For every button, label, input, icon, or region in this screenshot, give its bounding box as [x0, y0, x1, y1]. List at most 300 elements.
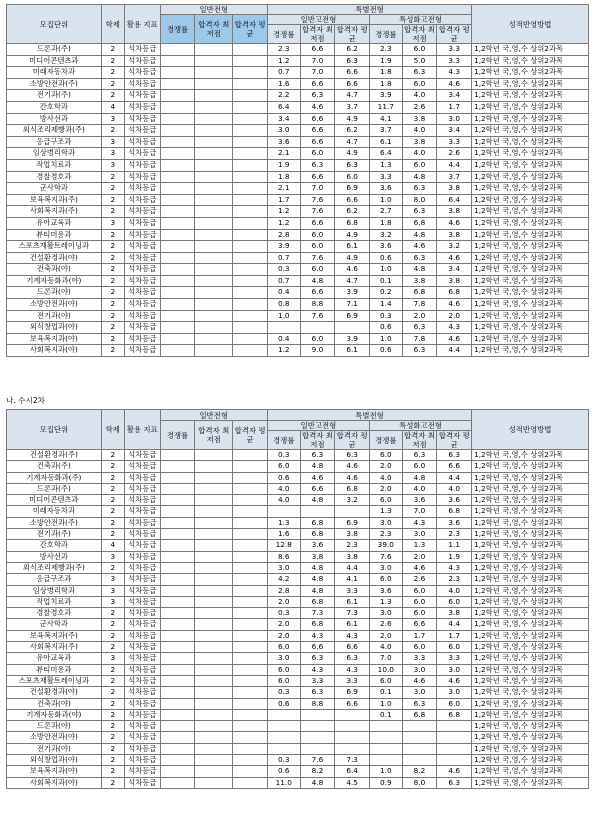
- cell-gs-min: 6.0: [300, 148, 335, 160]
- cell-indicator: 석차등급: [124, 540, 160, 551]
- cell-indicator: 석차등급: [124, 743, 160, 754]
- cell-method: 1,2학년 국,영,수 상위2과목: [472, 67, 589, 79]
- cell-general-competition: [160, 664, 195, 675]
- cell-credit: 2: [101, 608, 124, 619]
- cell-ss-min: 6.6: [402, 619, 437, 630]
- cell-ss-min: 4.8: [402, 472, 437, 483]
- cell-gs-min: 7.6: [300, 310, 335, 322]
- cell-credit: 2: [101, 777, 124, 788]
- cell-indicator: 석차등급: [124, 562, 160, 573]
- cell-ss-avg: 4.0: [437, 585, 472, 596]
- cell-gs-competition: 6.0: [267, 675, 300, 686]
- cell-method: 1,2학년 국,영,수 상위2과목: [472, 159, 589, 171]
- cell-method: 1,2학년 국,영,수 상위2과목: [472, 630, 589, 641]
- cell-general-competition: [160, 159, 195, 171]
- cell-gs-competition: 2.3: [267, 44, 300, 56]
- cell-gs-competition: [267, 322, 300, 334]
- cell-general-avg: [233, 777, 268, 788]
- cell-ss-min: 4.8: [402, 264, 437, 276]
- cell-unit: 드론과(주): [7, 44, 102, 56]
- table-row: [7, 608, 589, 619]
- cell-gs-min: 3.6: [300, 540, 335, 551]
- cell-general-min: [195, 766, 233, 777]
- cell-general-avg: [233, 540, 268, 551]
- cell-general-competition: [160, 90, 195, 102]
- cell-unit: 드론과(야): [7, 721, 102, 732]
- cell-general-min: [195, 125, 233, 137]
- cell-gs-competition: 1.2: [267, 206, 300, 218]
- cell-ss-min: 6.8: [402, 217, 437, 229]
- cell-gs-min: 8.2: [300, 766, 335, 777]
- header-ss-competition: 경쟁률: [370, 431, 403, 450]
- table-row: [7, 585, 589, 596]
- cell-credit: 2: [101, 252, 124, 264]
- cell-gs-min: 3.3: [300, 675, 335, 686]
- cell-unit: 건축과(야): [7, 698, 102, 709]
- cell-unit: 군사학과: [7, 183, 102, 195]
- cell-general-min: [195, 472, 233, 483]
- cell-method: 1,2학년 국,영,수 상위2과목: [472, 766, 589, 777]
- cell-method: 1,2학년 국,영,수 상위2과목: [472, 217, 589, 229]
- cell-ss-min: 6.0: [402, 596, 437, 607]
- cell-gs-competition: [267, 743, 300, 754]
- cell-credit: 2: [101, 506, 124, 517]
- table-row: [7, 264, 589, 276]
- cell-gs-min: [300, 506, 335, 517]
- cell-credit: 2: [101, 698, 124, 709]
- cell-indicator: 석차등급: [124, 483, 160, 494]
- cell-ss-avg: 4.0: [437, 483, 472, 494]
- cell-ss-competition: 6.1: [370, 136, 403, 148]
- cell-gs-competition: 0.8: [267, 299, 300, 311]
- cell-method: 1,2학년 국,영,수 상위2과목: [472, 44, 589, 56]
- cell-general-min: [195, 777, 233, 788]
- cell-method: 1,2학년 국,영,수 상위2과목: [472, 252, 589, 264]
- cell-general-min: [195, 461, 233, 472]
- table-row: [7, 506, 589, 517]
- cell-gs-avg: 4.7: [335, 90, 370, 102]
- cell-general-min: [195, 44, 233, 56]
- cell-gs-min: 6.6: [300, 171, 335, 183]
- cell-credit: 3: [101, 596, 124, 607]
- cell-ss-min: 4.0: [402, 483, 437, 494]
- cell-general-avg: [233, 551, 268, 562]
- cell-gs-competition: [267, 709, 300, 720]
- cell-gs-min: 7.6: [300, 755, 335, 766]
- cell-credit: 2: [101, 495, 124, 506]
- cell-indicator: 석차등급: [124, 574, 160, 585]
- cell-gs-avg: 4.1: [335, 574, 370, 585]
- cell-general-competition: [160, 766, 195, 777]
- cell-ss-competition: [370, 732, 403, 743]
- cell-general-competition: [160, 709, 195, 720]
- cell-general-avg: [233, 252, 268, 264]
- cell-ss-competition: 0.1: [370, 709, 403, 720]
- cell-indicator: 석차등급: [124, 217, 160, 229]
- cell-unit: 건축과(야): [7, 264, 102, 276]
- cell-indicator: 석차등급: [124, 55, 160, 67]
- cell-unit: 경찰경호과: [7, 171, 102, 183]
- cell-general-min: [195, 229, 233, 241]
- cell-gs-avg: 6.3: [335, 653, 370, 664]
- cell-ss-competition: 2.0: [370, 630, 403, 641]
- cell-unit: 군사학과: [7, 619, 102, 630]
- cell-ss-competition: 1.0: [370, 766, 403, 777]
- cell-gs-min: 6.6: [300, 136, 335, 148]
- cell-general-avg: [233, 687, 268, 698]
- cell-ss-min: 6.3: [402, 206, 437, 218]
- cell-gs-avg: 4.3: [335, 664, 370, 675]
- cell-general-competition: [160, 461, 195, 472]
- cell-ss-min: 4.6: [402, 562, 437, 573]
- cell-general-competition: [160, 252, 195, 264]
- cell-credit: 3: [101, 653, 124, 664]
- cell-gs-avg: 6.3: [335, 159, 370, 171]
- cell-ss-avg: 4.4: [437, 472, 472, 483]
- cell-general-avg: [233, 101, 268, 113]
- cell-gs-avg: 6.9: [335, 687, 370, 698]
- cell-unit: 드론과(주): [7, 483, 102, 494]
- cell-general-min: [195, 90, 233, 102]
- cell-ss-competition: 3.7: [370, 125, 403, 137]
- cell-method: 1,2학년 국,영,수 상위2과목: [472, 608, 589, 619]
- cell-credit: 2: [101, 183, 124, 195]
- cell-ss-competition: 6.0: [370, 450, 403, 461]
- cell-general-avg: [233, 241, 268, 253]
- cell-general-avg: [233, 78, 268, 90]
- cell-ss-competition: 1.8: [370, 78, 403, 90]
- cell-gs-avg: [335, 732, 370, 743]
- cell-indicator: 석차등급: [124, 90, 160, 102]
- cell-gs-min: 4.8: [300, 275, 335, 287]
- cell-gs-avg: 3.2: [335, 495, 370, 506]
- cell-general-avg: [233, 585, 268, 596]
- cell-ss-competition: 0.6: [370, 322, 403, 334]
- header-ss-min: 합격자 최저점: [404, 431, 435, 449]
- cell-gs-avg: 4.9: [335, 252, 370, 264]
- cell-method: 1,2학년 국,영,수 상위2과목: [472, 574, 589, 585]
- cell-credit: 2: [101, 721, 124, 732]
- cell-gs-avg: 7.3: [335, 755, 370, 766]
- cell-ss-min: [402, 743, 437, 754]
- cell-general-competition: [160, 333, 195, 345]
- cell-gs-avg: 6.1: [335, 596, 370, 607]
- cell-method: 1,2학년 국,영,수 상위2과목: [472, 287, 589, 299]
- cell-ss-min: 2.0: [402, 310, 437, 322]
- table-row: [7, 287, 589, 299]
- cell-gs-min: 7.6: [300, 252, 335, 264]
- cell-gs-avg: 6.0: [335, 171, 370, 183]
- cell-indicator: 석차등급: [124, 333, 160, 345]
- cell-method: 1,2학년 국,영,수 상위2과목: [472, 461, 589, 472]
- cell-gs-avg: [335, 709, 370, 720]
- cell-unit: 방사선과: [7, 551, 102, 562]
- table-row: [7, 529, 589, 540]
- cell-general-min: [195, 506, 233, 517]
- cell-indicator: 석차등급: [124, 766, 160, 777]
- cell-ss-avg: 2.6: [437, 148, 472, 160]
- cell-unit: 건설환경과(야): [7, 687, 102, 698]
- cell-general-competition: [160, 755, 195, 766]
- section-title: 나. 수시2차: [6, 396, 46, 405]
- cell-gs-min: [300, 709, 335, 720]
- cell-general-competition: [160, 78, 195, 90]
- cell-gs-avg: 6.2: [335, 206, 370, 218]
- cell-gs-avg: [335, 721, 370, 732]
- cell-unit: 기계자동화과(주): [7, 472, 102, 483]
- cell-general-avg: [233, 450, 268, 461]
- cell-ss-competition: 0.1: [370, 687, 403, 698]
- cell-ss-competition: 0.6: [370, 252, 403, 264]
- cell-general-min: [195, 171, 233, 183]
- cell-general-min: [195, 275, 233, 287]
- cell-gs-min: 6.0: [300, 264, 335, 276]
- cell-general-avg: [233, 345, 268, 357]
- cell-gs-min: [300, 721, 335, 732]
- cell-ss-competition: 1.3: [370, 596, 403, 607]
- cell-gs-competition: [267, 732, 300, 743]
- cell-general-competition: [160, 450, 195, 461]
- cell-general-avg: [233, 675, 268, 686]
- cell-method: 1,2학년 국,영,수 상위2과목: [472, 619, 589, 630]
- cell-ss-avg: 1.9: [437, 551, 472, 562]
- cell-general-avg: [233, 136, 268, 148]
- cell-general-competition: [160, 495, 195, 506]
- header-gs-min: 합격자 최저점: [301, 431, 333, 449]
- cell-general-avg: [233, 275, 268, 287]
- cell-indicator: 석차등급: [124, 698, 160, 709]
- cell-ss-avg: 2.3: [437, 529, 472, 540]
- cell-gs-competition: 1.0: [267, 310, 300, 322]
- table-row: [7, 472, 589, 483]
- cell-ss-competition: 0.9: [370, 777, 403, 788]
- cell-credit: 4: [101, 101, 124, 113]
- cell-ss-competition: 6.0: [370, 495, 403, 506]
- cell-general-min: [195, 630, 233, 641]
- cell-gs-min: 6.3: [300, 450, 335, 461]
- cell-ss-min: 6.0: [402, 159, 437, 171]
- cell-general-min: [195, 529, 233, 540]
- cell-ss-avg: 3.3: [437, 55, 472, 67]
- cell-gs-avg: 4.6: [335, 461, 370, 472]
- cell-method: 1,2학년 국,영,수 상위2과목: [472, 264, 589, 276]
- cell-indicator: 석차등급: [124, 585, 160, 596]
- cell-unit: 외식조리제빵과(주): [7, 125, 102, 137]
- cell-credit: 2: [101, 299, 124, 311]
- header-method: 성적반영방법: [472, 5, 589, 44]
- cell-ss-min: 1.3: [402, 540, 437, 551]
- table-row: [7, 333, 589, 345]
- cell-gs-competition: 6.0: [267, 664, 300, 675]
- cell-unit: 유아교육과: [7, 653, 102, 664]
- cell-gs-min: 4.3: [300, 664, 335, 675]
- cell-unit: 응급구조과: [7, 574, 102, 585]
- cell-ss-min: 4.0: [402, 148, 437, 160]
- cell-indicator: 석차등급: [124, 299, 160, 311]
- cell-general-avg: [233, 608, 268, 619]
- cell-ss-competition: 1.8: [370, 217, 403, 229]
- cell-general-min: [195, 322, 233, 334]
- cell-general-avg: [233, 171, 268, 183]
- cell-gs-min: 4.8: [300, 777, 335, 788]
- cell-general-competition: [160, 264, 195, 276]
- header-gs-competition: 경쟁률: [267, 431, 300, 450]
- cell-ss-avg: 3.6: [437, 495, 472, 506]
- cell-general-competition: [160, 653, 195, 664]
- cell-ss-min: 8.0: [402, 194, 437, 206]
- cell-general-competition: [160, 287, 195, 299]
- header-general-school: 일반고전형: [267, 421, 369, 431]
- cell-ss-avg: 3.0: [437, 687, 472, 698]
- header-ss-avg: 합격자 평균: [438, 25, 470, 43]
- cell-indicator: 석차등급: [124, 517, 160, 528]
- cell-gs-competition: 0.6: [267, 766, 300, 777]
- cell-credit: 2: [101, 517, 124, 528]
- header-general-avg: 합격자 평균: [233, 15, 268, 44]
- cell-ss-competition: 7.6: [370, 551, 403, 562]
- cell-method: 1,2학년 국,영,수 상위2과목: [472, 472, 589, 483]
- cell-method: 1,2학년 국,영,수 상위2과목: [472, 687, 589, 698]
- cell-general-min: [195, 721, 233, 732]
- cell-general-avg: [233, 322, 268, 334]
- cell-general-min: [195, 252, 233, 264]
- cell-unit: 외식조리제빵과(주): [7, 562, 102, 573]
- cell-credit: 2: [101, 194, 124, 206]
- header-general: 일반전형: [160, 410, 267, 421]
- cell-ss-competition: 11.7: [370, 101, 403, 113]
- cell-ss-min: 3.8: [402, 275, 437, 287]
- cell-indicator: 석차등급: [124, 608, 160, 619]
- cell-gs-min: 6.0: [300, 241, 335, 253]
- cell-gs-avg: 6.4: [335, 766, 370, 777]
- cell-general-competition: [160, 299, 195, 311]
- cell-gs-avg: 6.6: [335, 698, 370, 709]
- cell-gs-min: 7.0: [300, 55, 335, 67]
- table-row: [7, 777, 589, 788]
- cell-general-avg: [233, 709, 268, 720]
- header-method: 성적반영방법: [472, 410, 589, 450]
- cell-general-competition: [160, 206, 195, 218]
- cell-unit: 외식창업과(야): [7, 322, 102, 334]
- cell-general-avg: [233, 287, 268, 299]
- cell-ss-avg: 6.0: [437, 642, 472, 653]
- cell-ss-avg: 6.0: [437, 596, 472, 607]
- cell-unit: 미래자동차과: [7, 506, 102, 517]
- cell-gs-competition: 1.9: [267, 159, 300, 171]
- cell-gs-min: 6.3: [300, 159, 335, 171]
- cell-general-avg: [233, 619, 268, 630]
- cell-ss-min: 4.0: [402, 90, 437, 102]
- cell-unit: 사회복지과(주): [7, 206, 102, 218]
- cell-gs-min: 4.8: [300, 495, 335, 506]
- cell-gs-min: 6.6: [300, 125, 335, 137]
- cell-gs-min: 7.6: [300, 206, 335, 218]
- admission-table-1: [6, 4, 589, 357]
- cell-credit: 2: [101, 642, 124, 653]
- cell-method: 1,2학년 국,영,수 상위2과목: [472, 229, 589, 241]
- cell-general-avg: [233, 461, 268, 472]
- cell-indicator: 석차등급: [124, 241, 160, 253]
- table-row: [7, 113, 589, 125]
- cell-ss-avg: 4.6: [437, 333, 472, 345]
- cell-ss-min: 3.6: [402, 495, 437, 506]
- cell-general-avg: [233, 766, 268, 777]
- cell-general-min: [195, 299, 233, 311]
- cell-general-competition: [160, 687, 195, 698]
- cell-general-avg: [233, 159, 268, 171]
- cell-general-min: [195, 653, 233, 664]
- cell-indicator: 석차등급: [124, 229, 160, 241]
- cell-credit: 2: [101, 630, 124, 641]
- table-row: [7, 310, 589, 322]
- cell-method: 1,2학년 국,영,수 상위2과목: [472, 55, 589, 67]
- cell-ss-competition: 3.6: [370, 183, 403, 195]
- cell-ss-competition: 4.0: [370, 642, 403, 653]
- cell-general-min: [195, 345, 233, 357]
- cell-gs-avg: 6.6: [335, 78, 370, 90]
- cell-method: 1,2학년 국,영,수 상위2과목: [472, 299, 589, 311]
- cell-general-min: [195, 113, 233, 125]
- cell-method: 1,2학년 국,영,수 상위2과목: [472, 194, 589, 206]
- cell-ss-avg: 4.3: [437, 67, 472, 79]
- cell-gs-competition: 0.3: [267, 755, 300, 766]
- cell-ss-avg: 3.8: [437, 608, 472, 619]
- cell-method: 1,2학년 국,영,수 상위2과목: [472, 743, 589, 754]
- cell-unit: 사회복지과(야): [7, 345, 102, 357]
- cell-gs-min: 8.8: [300, 299, 335, 311]
- cell-unit: 사회복지과(야): [7, 777, 102, 788]
- cell-general-competition: [160, 777, 195, 788]
- cell-credit: 2: [101, 483, 124, 494]
- cell-gs-min: 6.8: [300, 619, 335, 630]
- cell-ss-competition: 1.0: [370, 264, 403, 276]
- table-row: [7, 517, 589, 528]
- cell-unit: 간호학과: [7, 101, 102, 113]
- cell-indicator: 석차등급: [124, 653, 160, 664]
- cell-general-min: [195, 136, 233, 148]
- table-row: [7, 345, 589, 357]
- table-row: [7, 229, 589, 241]
- cell-general-min: [195, 687, 233, 698]
- cell-general-competition: [160, 472, 195, 483]
- cell-gs-competition: 6.0: [267, 642, 300, 653]
- cell-general-min: [195, 206, 233, 218]
- cell-gs-competition: 2.2: [267, 90, 300, 102]
- cell-indicator: 석차등급: [124, 732, 160, 743]
- cell-ss-competition: 1.0: [370, 194, 403, 206]
- cell-general-avg: [233, 67, 268, 79]
- cell-unit: 전기과(야): [7, 743, 102, 754]
- cell-method: 1,2학년 국,영,수 상위2과목: [472, 506, 589, 517]
- cell-method: 1,2학년 국,영,수 상위2과목: [472, 721, 589, 732]
- cell-ss-min: 4.3: [402, 517, 437, 528]
- cell-general-competition: [160, 540, 195, 551]
- cell-ss-competition: 3.0: [370, 608, 403, 619]
- cell-gs-min: 6.8: [300, 529, 335, 540]
- cell-credit: 2: [101, 171, 124, 183]
- cell-credit: 2: [101, 743, 124, 754]
- table-row: [7, 322, 589, 334]
- cell-ss-avg: 4.6: [437, 766, 472, 777]
- cell-gs-min: 7.0: [300, 67, 335, 79]
- table-row: [7, 574, 589, 585]
- cell-credit: 2: [101, 687, 124, 698]
- cell-ss-avg: 4.6: [437, 78, 472, 90]
- cell-credit: 2: [101, 287, 124, 299]
- cell-gs-competition: [267, 506, 300, 517]
- cell-ss-competition: [370, 755, 403, 766]
- cell-credit: 2: [101, 709, 124, 720]
